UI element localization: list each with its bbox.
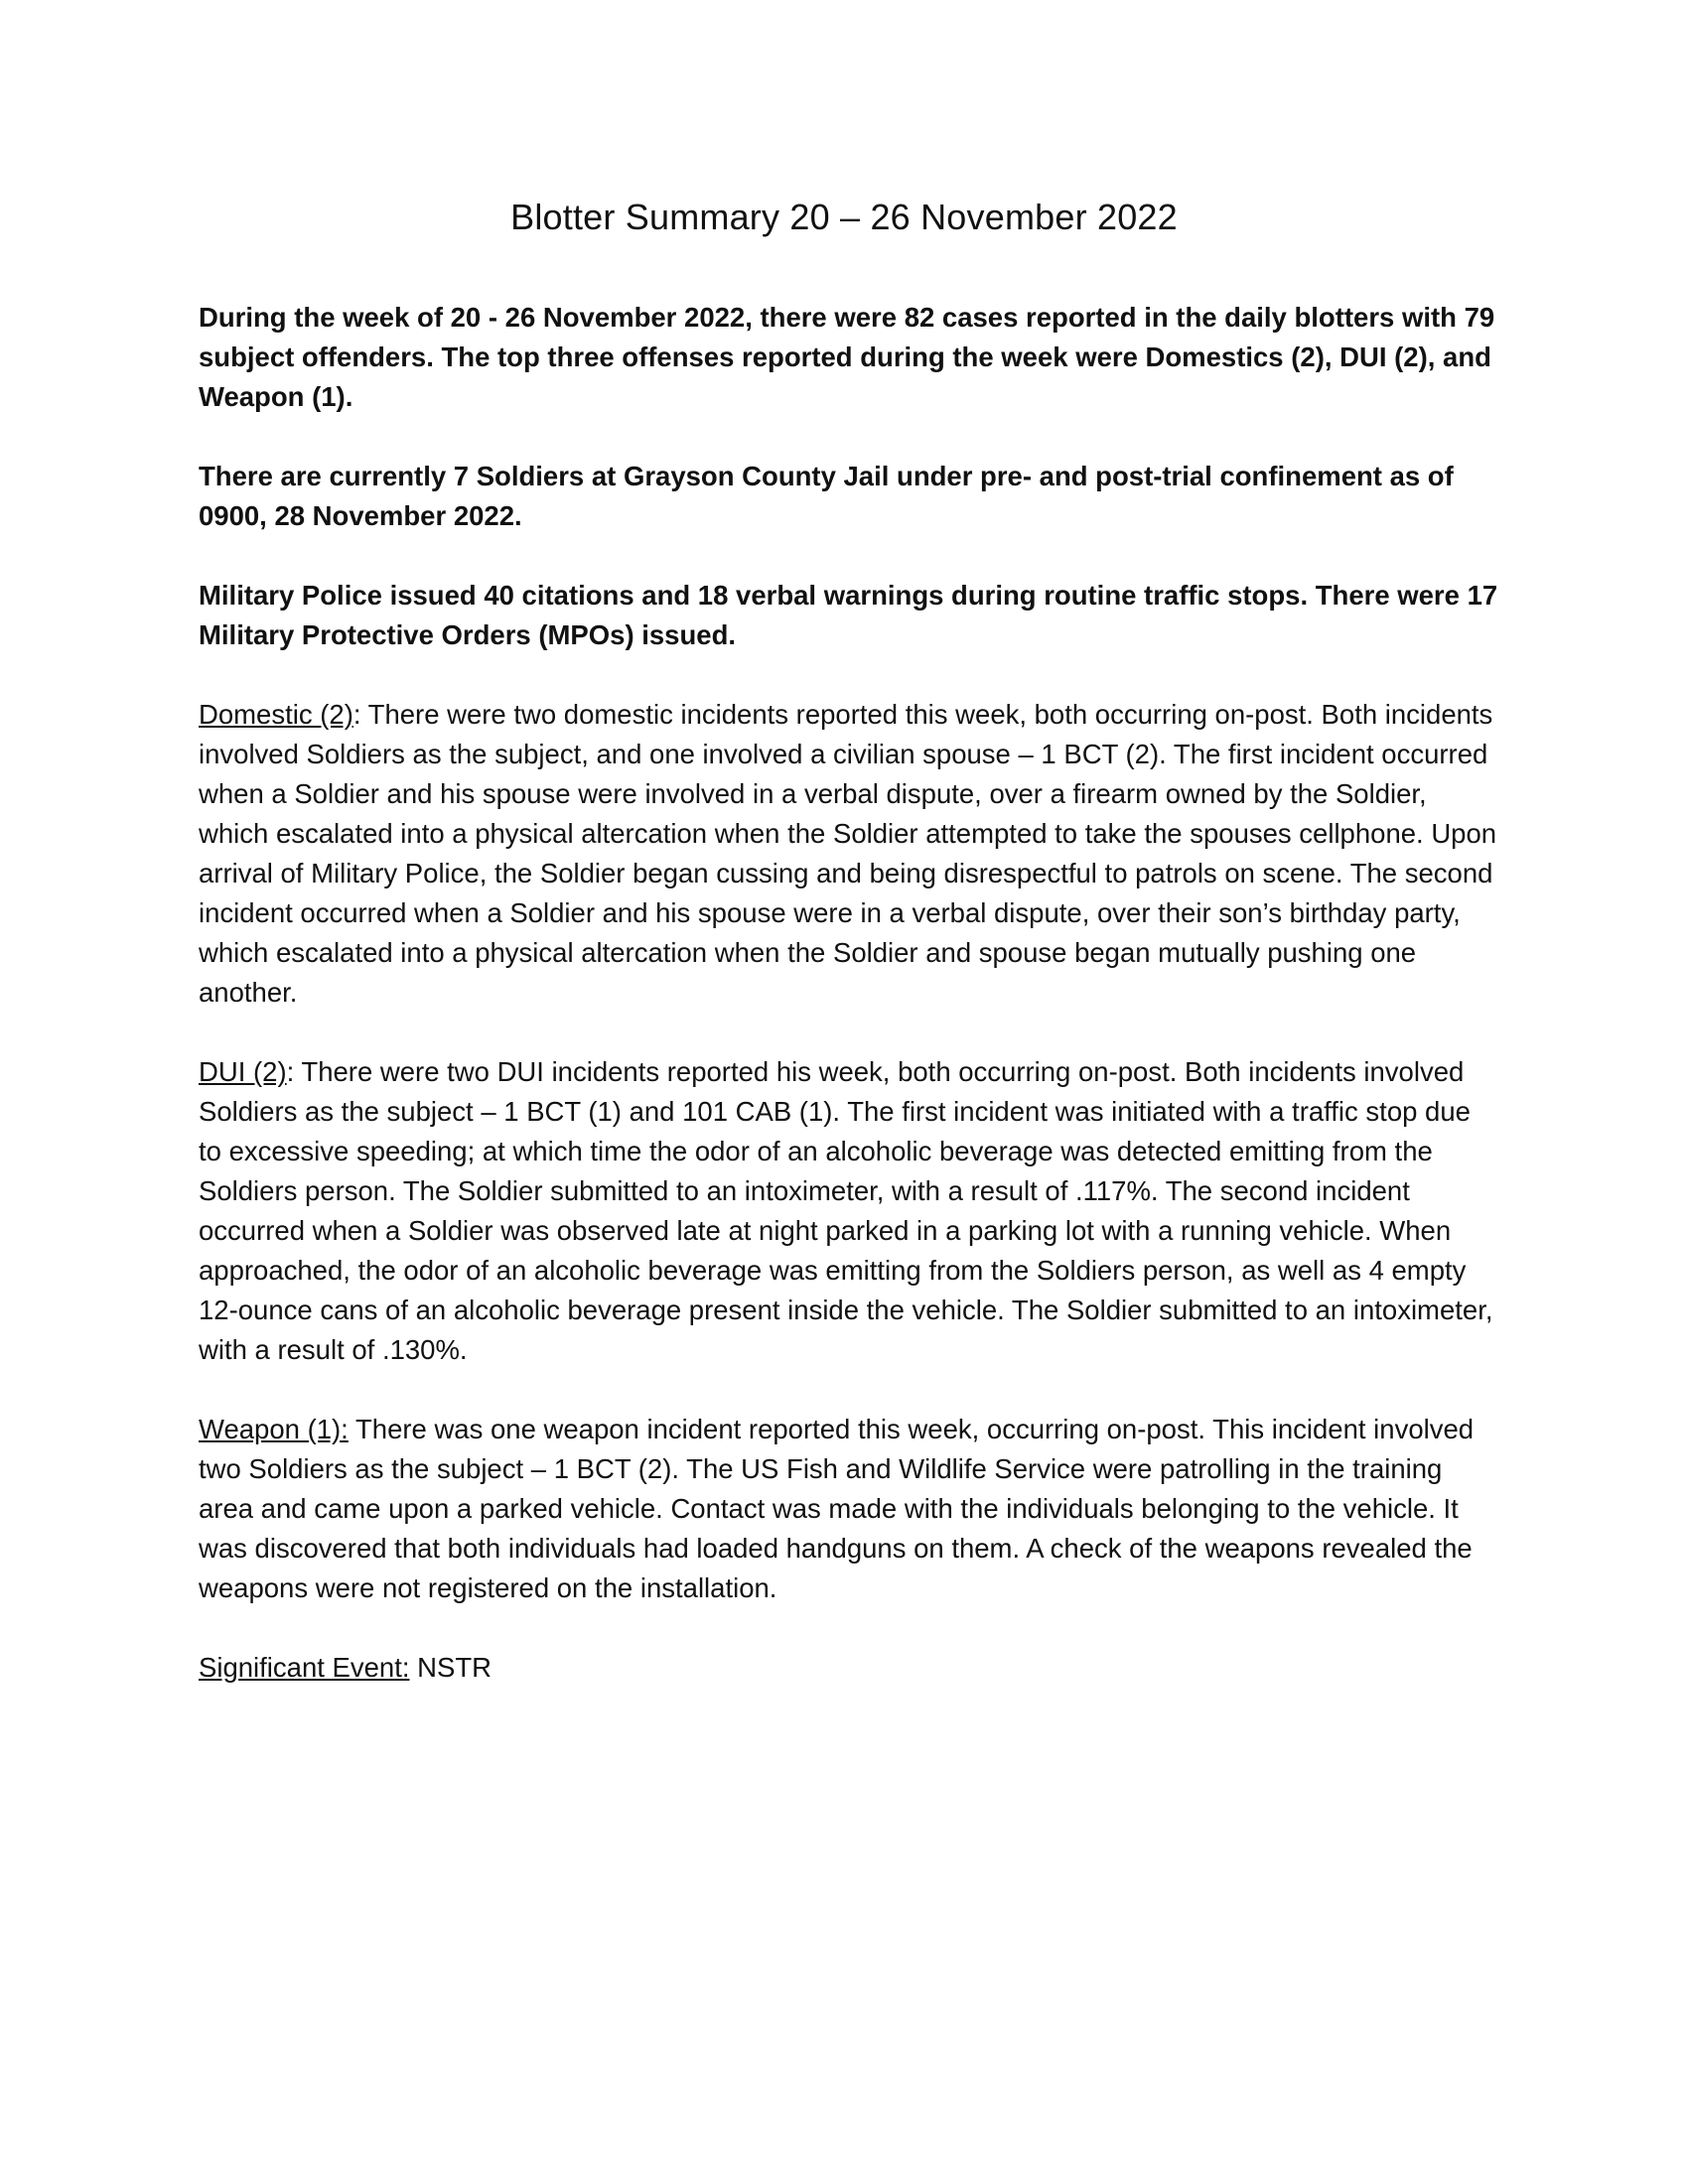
summary-confinement: There are currently 7 Soldiers at Grayson County Jail under pre- and post-trial confinement as of 0900, 28 November 2022. <box>199 461 1454 531</box>
page-title: Blotter Summary 20 – 26 November 2022 <box>510 197 1178 237</box>
domestic-separator: : <box>352 699 361 730</box>
summary-overview: During the week of 20 - 26 November 2022, there were 82 cases reported in the daily blotters with 79 subject offenders. The top three offenses reported during the week were Domestics (2), DUI (2), and Weapon (1). <box>199 302 1495 412</box>
dui-heading: DUI (2) <box>199 1056 287 1087</box>
dui-text: There were two DUI incidents reported his week, both occurring on-post. Both incidents involved Soldiers as the subject – 1 BCT (1) and 101 CAB (1). The first incident was initiated with a traffic stop due to excessive speeding; at which time the odor of an alcoholic beverage was detected emitting from the Soldiers person. The Soldier submitted to an intoximeter, with a result of .117%. The second incident occurred when a Soldier was observed late at night parked in a parking lot with a running vehicle. When approached, the odor of an alcoholic beverage was emitting from the Soldiers person, as well as 4 empty 12-ounce cans of an alcoholic beverage present inside the vehicle. The Soldier submitted to an intoximeter, with a result of .130%. <box>199 1056 1493 1365</box>
weapon-text: There was one weapon incident reported this week, occurring on-post. This incident involved two Soldiers as the subject – 1 BCT (2). The US Fish and Wildlife Service were patrolling in the training area and came upon a parked vehicle. Contact was made with the individuals belonging to the vehicle. It was discovered that both individuals had loaded handguns on them. A check of the weapons revealed the weapons were not registered on the installation. <box>199 1414 1475 1603</box>
section-domestic <box>199 695 1499 1013</box>
weapon-heading: Weapon (1): <box>199 1414 349 1444</box>
domestic-text: There were two domestic incidents reported this week, both occurring on-post. Both incidents involved Soldiers as the subject, and one involved a civilian spouse – 1 BCT (2). The first incident occurred when a Soldier and his spouse were involved in a verbal dispute, over a firearm owned by the Soldier, which escalated into a physical altercation when the Soldier attempted to take the spouses cellphone. Upon arrival of Military Police, the Soldier began cussing and being disrespectful to patrols on scene. The second incident occurred when a Soldier and his spouse were in a verbal dispute, over their son’s birthday party, which escalated into a physical altercation when the Soldier and spouse began mutually pushing one another. <box>199 699 1497 1008</box>
summary-traffic: Military Police issued 40 citations and 18 verbal warnings during routine traffic stops. There were 17 Military Protective Orders (MPOs) issued. <box>199 580 1498 650</box>
significant-event-heading: Significant Event: <box>199 1652 410 1683</box>
section-significant-event <box>199 1648 1499 1688</box>
document-body <box>199 298 1499 1727</box>
significant-event-text: NSTR <box>409 1652 492 1683</box>
dui-separator: : <box>286 1056 295 1087</box>
domestic-heading: Domestic (2) <box>199 699 353 730</box>
section-weapon <box>199 1410 1499 1608</box>
section-dui <box>199 1052 1499 1370</box>
